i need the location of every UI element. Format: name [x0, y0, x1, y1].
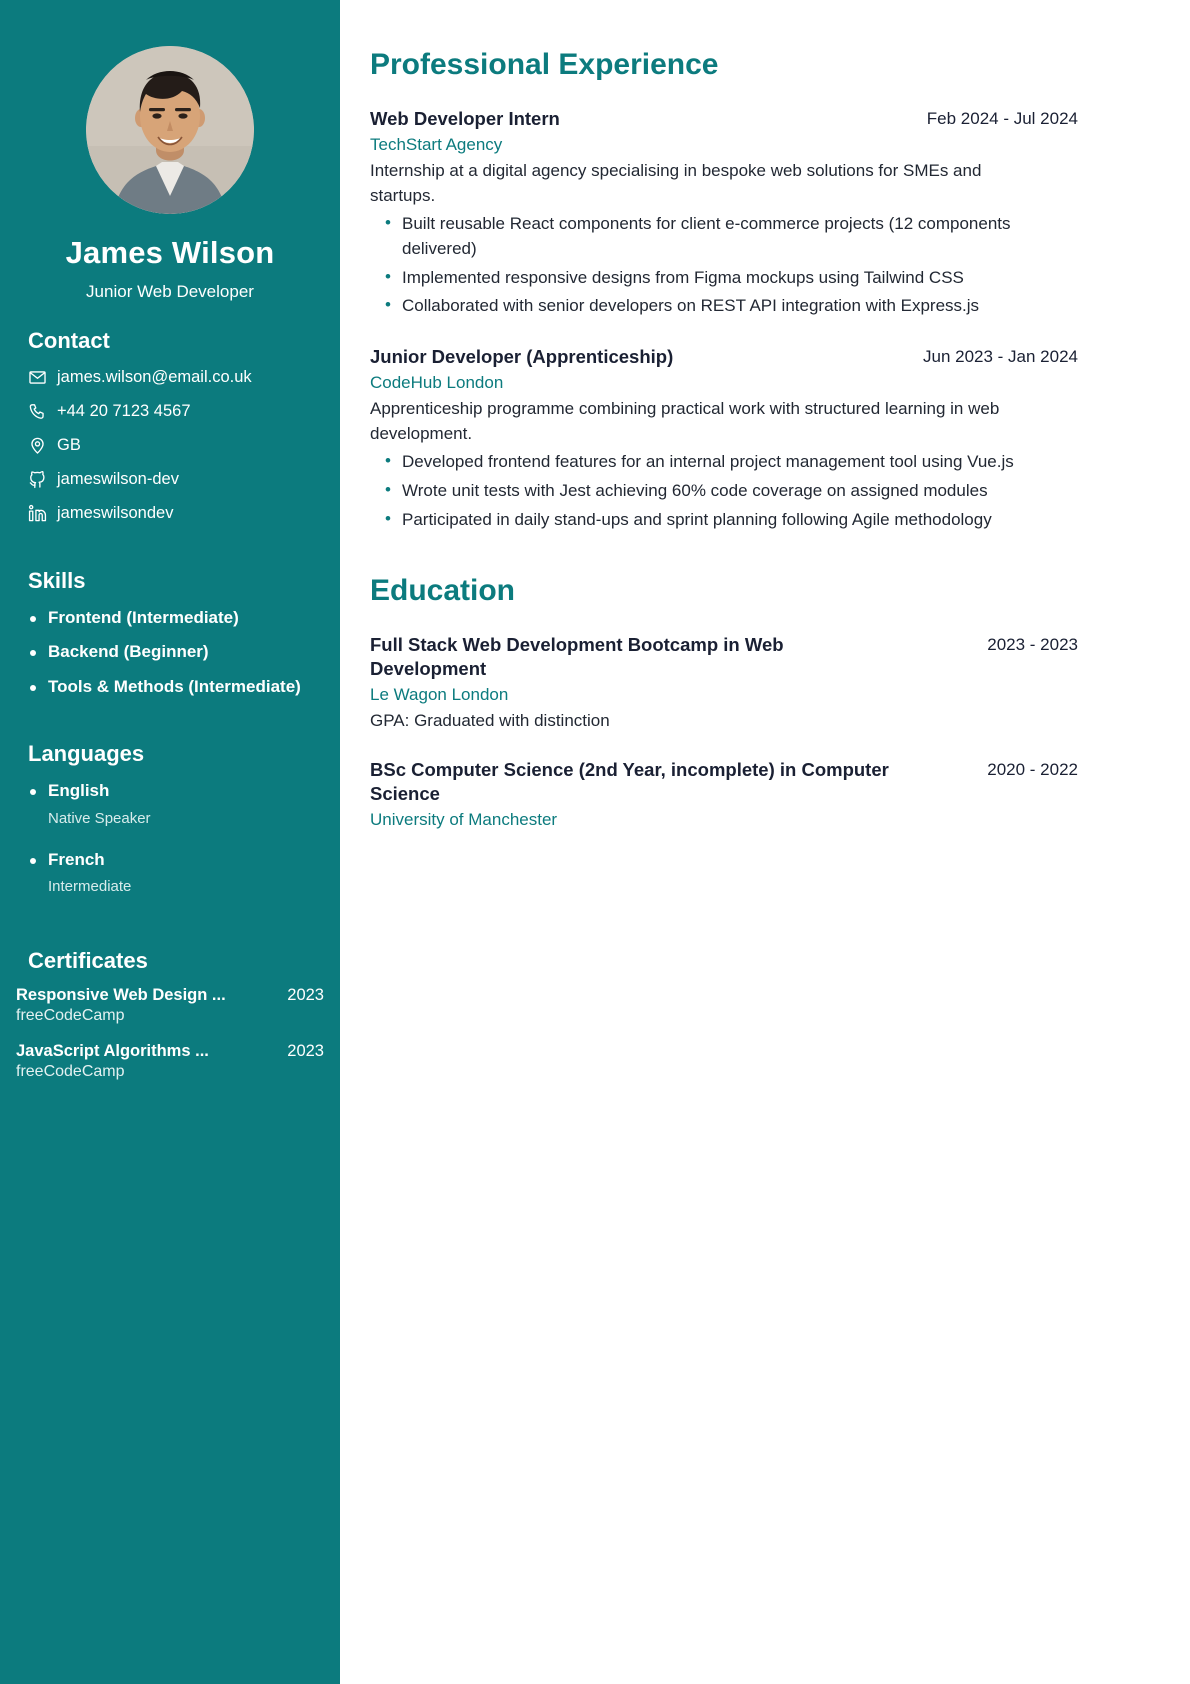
languages-heading: Languages	[28, 741, 145, 767]
contact-heading: Contact	[28, 328, 110, 354]
skills-list	[16, 608, 324, 697]
experience-achievements	[370, 212, 1078, 319]
achievement-item: • Participated in daily stand-ups and sprint planning following Agile methodology	[370, 508, 1062, 533]
education-date: 2023 - 2023	[987, 635, 1078, 655]
certificate-year: 2023	[287, 1042, 324, 1061]
achievement-item: • Built reusable React components for client e-commerce projects (12 components delivered)	[370, 212, 1062, 261]
certificate-name: Responsive Web Design ...	[16, 986, 226, 1005]
contact-item-github[interactable]	[28, 470, 324, 489]
person-job-title: Junior Web Developer	[86, 282, 254, 302]
experience-summary: Apprenticeship programme combining practical work with structured learning in web development.	[370, 399, 1000, 443]
education-title: BSc Computer Science (2nd Year, incomplete) in Computer Science	[370, 759, 889, 805]
skill-item: Tools & Methods (Intermediate)	[28, 677, 324, 697]
achievement-item: • Wrote unit tests with Jest achieving 60% code coverage on assigned modules	[370, 479, 1062, 504]
certificates-heading: Certificates	[28, 948, 148, 974]
contact-value: jameswilsondev	[57, 504, 174, 523]
contact-item-location[interactable]	[28, 436, 324, 455]
contact-value: +44 20 7123 4567	[57, 402, 191, 421]
education-date: 2020 - 2022	[987, 760, 1078, 780]
language-item	[28, 781, 324, 827]
person-name: James Wilson	[65, 235, 275, 270]
skills-heading: Skills	[28, 568, 86, 594]
experience-title: Web Developer Intern	[370, 108, 560, 129]
contact-value: GB	[57, 436, 81, 455]
achievement-item: • Implemented responsive designs from Figma mockups using Tailwind CSS	[370, 266, 1062, 291]
experience-title: Junior Developer (Apprenticeship)	[370, 345, 674, 367]
experience-date: Jun 2023 - Jan 2024	[922, 346, 1078, 366]
experience-heading: Professional Experience	[370, 48, 719, 81]
experience-date: Feb 2024 - Jul 2024	[926, 109, 1078, 128]
github-icon	[28, 470, 47, 489]
language-name: English	[28, 781, 324, 801]
contact-value: jameswilson-dev	[57, 470, 179, 489]
experience-achievements	[370, 450, 1078, 532]
certificates-list	[16, 986, 324, 1081]
language-level: Native Speaker	[48, 809, 151, 827]
contact-value: james.wilson@email.co.uk	[57, 368, 252, 387]
contact-item-phone[interactable]	[28, 402, 324, 421]
achievement-item: • Developed frontend features for an internal project management tool using Vue.js	[370, 450, 1062, 475]
contact-list	[16, 368, 324, 523]
experience-organisation: TechStart Agency	[370, 135, 503, 155]
main-content	[340, 0, 1190, 1684]
contact-item-linkedin[interactable]	[28, 504, 324, 523]
certificate-issuer: freeCodeCamp	[16, 1007, 125, 1025]
certificate-issuer: freeCodeCamp	[16, 1063, 125, 1081]
education-organisation: Le Wagon London	[370, 685, 509, 705]
skill-item: Backend (Beginner)	[28, 642, 324, 662]
education-title: Full Stack Web Development Bootcamp in Web Development	[370, 634, 784, 680]
education-entry	[370, 633, 1078, 732]
education-heading: Education	[370, 574, 516, 608]
experience-entry	[370, 345, 1078, 532]
experience-summary: Internship at a digital agency specialising in bespoke web solutions for SMEs and startups.	[370, 161, 982, 205]
experience-organisation: CodeHub London	[370, 373, 504, 393]
skill-item: Frontend (Intermediate)	[28, 608, 324, 628]
certificate-year: 2023	[287, 986, 324, 1005]
language-name: French	[28, 850, 324, 870]
linkedin-icon	[28, 504, 47, 523]
certificate-item	[16, 986, 324, 1025]
education-organisation: University of Manchester	[370, 810, 558, 830]
education-entry	[370, 758, 1078, 831]
contact-item-email[interactable]	[28, 368, 324, 387]
location-pin-icon	[28, 436, 47, 455]
avatar-wrap	[16, 46, 324, 214]
email-icon	[28, 368, 47, 387]
certificate-name: JavaScript Algorithms ...	[16, 1042, 209, 1061]
phone-icon	[28, 402, 47, 421]
certificate-item	[16, 1042, 324, 1081]
experience-entry	[370, 107, 1078, 319]
avatar	[86, 46, 254, 214]
sidebar	[0, 0, 340, 1684]
achievement-item: • Collaborated with senior developers on REST API integration with Express.js	[370, 294, 1062, 319]
languages-list	[16, 781, 324, 896]
education-gpa: GPA: Graduated with distinction	[370, 710, 610, 730]
language-level: Intermediate	[48, 878, 132, 896]
language-item	[28, 850, 324, 896]
